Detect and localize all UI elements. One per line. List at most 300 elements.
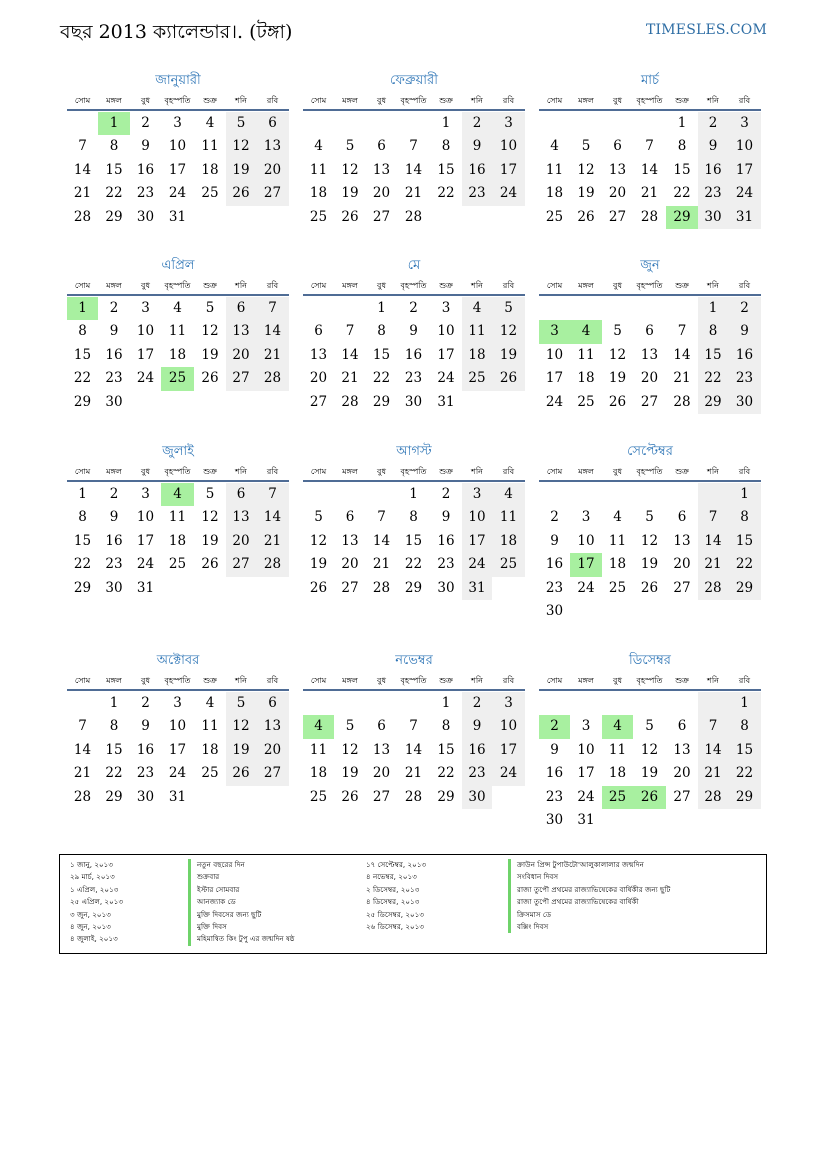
day-cell: 27 bbox=[673, 788, 691, 805]
day-cell: 7 bbox=[256, 297, 289, 320]
day-cell: 13 bbox=[309, 346, 328, 363]
day-cell: 12 bbox=[201, 509, 219, 526]
day-cell: 4 bbox=[314, 138, 323, 155]
day-cell: 8 bbox=[377, 323, 386, 340]
day-cell: 23 bbox=[105, 370, 123, 387]
weekday-header bbox=[67, 673, 289, 691]
weekday-label: শুক্র bbox=[203, 281, 217, 290]
weekday-label: বুধ bbox=[613, 467, 622, 476]
holiday-name: মহিমান্বিত কিং টুপু এর জন্মদিন ষষ্ঠ bbox=[188, 933, 358, 945]
day-cell: 1 bbox=[109, 695, 119, 711]
empty-cell bbox=[570, 692, 602, 715]
day-cell: 23 bbox=[728, 367, 761, 390]
day-cell: 29 bbox=[437, 788, 455, 805]
day-cell: 25 bbox=[602, 786, 633, 809]
weekday-label: মঙ্গল bbox=[578, 676, 594, 685]
day-grid bbox=[303, 297, 525, 414]
day-cell: 14 bbox=[73, 161, 92, 178]
day-cell: 6 bbox=[256, 112, 289, 135]
day-cell: 24 bbox=[577, 579, 595, 596]
empty-cell bbox=[194, 786, 226, 809]
day-cell: 29 bbox=[728, 577, 761, 600]
month-title: মে bbox=[407, 258, 421, 273]
day-cell: 24 bbox=[577, 788, 595, 805]
day-cell: 1 bbox=[377, 300, 386, 316]
day-cell: 29 bbox=[666, 206, 698, 229]
empty-cell bbox=[334, 297, 366, 320]
day-cell: 1 bbox=[98, 112, 130, 135]
day-cell: 16 bbox=[545, 556, 564, 573]
empty-cell bbox=[366, 483, 397, 506]
day-cell: 10 bbox=[728, 135, 761, 158]
empty-cell bbox=[256, 391, 289, 414]
holiday-name: রাজা তুপৌ প্রথমের রাজ্যাভিষেকের বার্ষিকীর জন্য ছুটি bbox=[508, 884, 762, 896]
day-cell: 2 bbox=[462, 112, 492, 135]
day-cell: 6 bbox=[256, 692, 289, 715]
day-cell: 28 bbox=[73, 788, 92, 805]
empty-cell bbox=[666, 600, 698, 623]
day-cell: 28 bbox=[341, 393, 359, 410]
day-cell: 7 bbox=[256, 483, 289, 506]
day-cell: 11 bbox=[545, 161, 564, 178]
day-cell: 10 bbox=[136, 509, 155, 526]
weekday-label: রবি bbox=[266, 96, 279, 105]
day-cell: 16 bbox=[404, 346, 423, 363]
weekday-label: সোম bbox=[310, 281, 327, 290]
day-cell: 26 bbox=[341, 208, 359, 225]
month-title: ডিসেম্বর bbox=[629, 653, 671, 668]
day-cell: 3 bbox=[539, 320, 570, 343]
day-cell: 18 bbox=[309, 765, 328, 782]
day-cell: 30 bbox=[136, 788, 155, 805]
day-cell: 10 bbox=[136, 323, 155, 340]
day-cell: 17 bbox=[492, 739, 525, 762]
day-cell: 28 bbox=[256, 367, 289, 390]
day-cell: 22 bbox=[673, 185, 691, 202]
weekday-label: বুধ bbox=[141, 467, 150, 476]
day-cell: 22 bbox=[404, 556, 423, 573]
day-cell: 2 bbox=[141, 695, 150, 711]
day-cell: 27 bbox=[256, 182, 289, 205]
weekday-label: শনি bbox=[707, 676, 719, 685]
weekday-label: বুধ bbox=[141, 676, 150, 685]
empty-cell bbox=[570, 600, 602, 623]
day-cell: 3 bbox=[581, 509, 591, 526]
day-cell: 13 bbox=[372, 741, 391, 758]
month-block bbox=[303, 443, 525, 600]
day-cell: 2 bbox=[441, 486, 451, 502]
day-cell: 13 bbox=[372, 161, 391, 178]
day-cell: 6 bbox=[314, 323, 323, 340]
day-cell: 19 bbox=[640, 556, 659, 573]
day-cell: 4 bbox=[205, 695, 215, 711]
day-cell: 22 bbox=[698, 367, 728, 390]
empty-cell bbox=[366, 692, 397, 715]
weekday-label: বুধ bbox=[613, 281, 622, 290]
day-cell: 1 bbox=[441, 115, 451, 131]
month-block bbox=[67, 257, 289, 414]
day-cell: 25 bbox=[161, 367, 194, 390]
empty-cell bbox=[602, 297, 633, 320]
day-cell: 6 bbox=[377, 718, 386, 735]
day-cell: 8 bbox=[109, 718, 119, 735]
day-cell: 15 bbox=[728, 739, 761, 762]
day-cell: 5 bbox=[205, 300, 215, 316]
day-cell: 30 bbox=[404, 393, 423, 410]
day-cell: 8 bbox=[728, 715, 761, 738]
empty-cell bbox=[633, 809, 666, 832]
day-cell: 25 bbox=[545, 208, 564, 225]
weekday-label: মঙ্গল bbox=[106, 467, 122, 476]
weekday-label: সোম bbox=[74, 467, 91, 476]
day-cell: 13 bbox=[256, 135, 289, 158]
day-cell: 23 bbox=[437, 556, 455, 573]
month-title: আগস্ট bbox=[396, 444, 432, 459]
day-cell: 1 bbox=[409, 486, 418, 502]
holiday-name: মুক্তি দিবসের জন্য ছুটি bbox=[188, 909, 358, 921]
day-cell: 1 bbox=[78, 486, 87, 502]
holiday-date: ১ জানু, ২০১৩ bbox=[70, 860, 114, 869]
day-cell: 31 bbox=[136, 579, 155, 596]
weekday-label: সোম bbox=[546, 467, 563, 476]
day-cell: 11 bbox=[608, 532, 627, 549]
weekday-label: সোম bbox=[310, 96, 327, 105]
day-cell: 16 bbox=[462, 159, 492, 182]
holiday-date: ১৭ সেপ্টেম্বর, ২০১৩ bbox=[366, 860, 427, 869]
day-cell: 23 bbox=[462, 762, 492, 785]
day-cell: 23 bbox=[136, 765, 155, 782]
day-cell: 20 bbox=[256, 159, 289, 182]
day-cell: 10 bbox=[462, 506, 492, 529]
empty-cell bbox=[698, 483, 728, 506]
day-cell: 7 bbox=[409, 138, 418, 155]
day-cell: 10 bbox=[545, 346, 564, 363]
day-cell: 10 bbox=[437, 323, 455, 340]
day-cell: 9 bbox=[550, 741, 559, 758]
day-cell: 2 bbox=[109, 300, 119, 316]
day-cell: 3 bbox=[492, 692, 525, 715]
day-cell: 6 bbox=[377, 138, 386, 155]
day-cell: 3 bbox=[141, 300, 150, 316]
weekday-label: রবি bbox=[738, 96, 751, 105]
day-cell: 3 bbox=[728, 112, 761, 135]
day-cell: 29 bbox=[372, 393, 391, 410]
holiday-date: ৩ জুন, ২০১৩ bbox=[70, 909, 111, 919]
empty-cell bbox=[303, 483, 334, 506]
empty-cell bbox=[397, 692, 430, 715]
month-block bbox=[67, 72, 289, 229]
empty-cell bbox=[666, 692, 698, 715]
day-cell: 8 bbox=[441, 138, 451, 155]
holiday-date: ৪ নভেম্বর, ২০১৩ bbox=[366, 872, 417, 882]
empty-cell bbox=[462, 206, 492, 229]
month-block bbox=[303, 257, 525, 414]
day-cell: 30 bbox=[136, 208, 155, 225]
day-cell: 11 bbox=[608, 741, 627, 758]
month-title: মার্চ bbox=[640, 73, 659, 88]
day-cell: 8 bbox=[409, 509, 418, 526]
day-cell: 19 bbox=[226, 739, 256, 762]
day-cell: 16 bbox=[136, 161, 155, 178]
day-cell: 17 bbox=[168, 741, 187, 758]
day-cell: 4 bbox=[613, 509, 622, 526]
day-cell: 28 bbox=[698, 786, 728, 809]
day-cell: 24 bbox=[492, 762, 525, 785]
weekday-label: শনি bbox=[235, 467, 247, 476]
weekday-label: বৃহস্পতি bbox=[164, 281, 191, 290]
weekday-label: শুক্র bbox=[675, 676, 689, 685]
day-cell: 6 bbox=[345, 509, 355, 526]
weekday-label: রবি bbox=[502, 467, 515, 476]
day-cell: 3 bbox=[492, 112, 525, 135]
weekday-label: রবি bbox=[266, 467, 279, 476]
weekday-label: সোম bbox=[74, 676, 91, 685]
day-cell: 11 bbox=[168, 509, 187, 526]
day-cell: 24 bbox=[437, 370, 455, 387]
day-cell: 25 bbox=[462, 367, 492, 390]
day-cell: 9 bbox=[698, 135, 728, 158]
empty-cell bbox=[194, 206, 226, 229]
day-cell: 11 bbox=[201, 138, 219, 155]
day-cell: 12 bbox=[341, 161, 359, 178]
day-cell: 9 bbox=[109, 509, 119, 526]
day-cell: 30 bbox=[698, 206, 728, 229]
day-cell: 9 bbox=[462, 715, 492, 738]
day-cell: 24 bbox=[136, 556, 155, 573]
day-cell: 15 bbox=[105, 741, 123, 758]
day-cell: 29 bbox=[728, 786, 761, 809]
empty-cell bbox=[397, 112, 430, 135]
day-cell: 17 bbox=[437, 346, 455, 363]
day-cell: 4 bbox=[602, 715, 633, 738]
weekday-header bbox=[67, 278, 289, 296]
day-grid bbox=[539, 297, 761, 414]
month-block bbox=[539, 257, 761, 414]
day-cell: 17 bbox=[136, 346, 155, 363]
weekday-label: শুক্র bbox=[439, 467, 453, 476]
day-cell: 25 bbox=[577, 393, 595, 410]
day-grid bbox=[539, 692, 761, 832]
weekday-label: বৃহস্পতি bbox=[636, 281, 663, 290]
day-cell: 15 bbox=[437, 161, 455, 178]
day-cell: 1 bbox=[728, 483, 761, 506]
day-cell: 25 bbox=[309, 788, 328, 805]
empty-cell bbox=[570, 297, 602, 320]
day-cell: 8 bbox=[698, 320, 728, 343]
day-cell: 2 bbox=[539, 715, 570, 738]
weekday-label: মঙ্গল bbox=[578, 281, 594, 290]
day-cell: 4 bbox=[550, 138, 559, 155]
weekday-label: শনি bbox=[235, 281, 247, 290]
weekday-label: শুক্র bbox=[675, 96, 689, 105]
day-cell: 26 bbox=[201, 556, 219, 573]
day-cell: 24 bbox=[168, 765, 187, 782]
day-cell: 2 bbox=[141, 115, 150, 131]
day-cell: 9 bbox=[441, 509, 451, 526]
day-cell: 10 bbox=[577, 532, 595, 549]
weekday-label: বৃহস্পতি bbox=[400, 96, 427, 105]
day-cell: 3 bbox=[173, 115, 182, 131]
day-cell: 21 bbox=[698, 553, 728, 576]
month-title: জানুয়ারী bbox=[155, 73, 201, 88]
holiday-date: ৪ জুলাই, ২০১৩ bbox=[70, 934, 118, 944]
holiday-name: শুক্রবার bbox=[188, 871, 358, 883]
day-cell: 18 bbox=[577, 370, 595, 387]
weekday-label: সোম bbox=[546, 676, 563, 685]
day-cell: 16 bbox=[105, 346, 123, 363]
empty-cell bbox=[728, 600, 761, 623]
day-cell: 10 bbox=[577, 741, 595, 758]
day-cell: 21 bbox=[73, 765, 92, 782]
day-cell: 15 bbox=[372, 346, 391, 363]
day-cell: 5 bbox=[581, 138, 591, 155]
weekday-label: বৃহস্পতি bbox=[164, 676, 191, 685]
day-cell: 5 bbox=[205, 486, 215, 502]
day-cell: 2 bbox=[698, 112, 728, 135]
day-cell: 31 bbox=[437, 393, 455, 410]
day-cell: 14 bbox=[341, 346, 359, 363]
day-cell: 31 bbox=[462, 577, 492, 600]
weekday-label: বৃহস্পতি bbox=[400, 281, 427, 290]
day-cell: 13 bbox=[673, 532, 691, 549]
day-cell: 22 bbox=[728, 553, 761, 576]
day-cell: 17 bbox=[492, 159, 525, 182]
day-cell: 30 bbox=[545, 811, 564, 828]
day-cell: 26 bbox=[226, 182, 256, 205]
day-cell: 5 bbox=[345, 718, 355, 735]
empty-cell bbox=[666, 809, 698, 832]
day-cell: 26 bbox=[633, 786, 666, 809]
day-cell: 21 bbox=[256, 344, 289, 367]
weekday-label: শনি bbox=[235, 676, 247, 685]
holiday-name: নতুন বছরের দিন bbox=[188, 859, 358, 871]
weekday-header bbox=[539, 93, 761, 111]
day-cell: 28 bbox=[404, 208, 423, 225]
day-cell: 1 bbox=[728, 692, 761, 715]
holiday-date: ২৫ এপ্রিল, ২০১৩ bbox=[70, 897, 124, 907]
day-cell: 17 bbox=[545, 370, 564, 387]
weekday-label: শনি bbox=[471, 96, 483, 105]
day-cell: 19 bbox=[341, 185, 359, 202]
holiday-name: বক্সিং দিবস bbox=[508, 921, 762, 933]
day-cell: 25 bbox=[608, 579, 627, 596]
holiday-date: ৪ জুন, ২০১৩ bbox=[70, 921, 111, 931]
month-title: অক্টোবর bbox=[156, 653, 200, 668]
empty-cell bbox=[602, 692, 633, 715]
day-grid bbox=[303, 112, 525, 229]
empty-cell bbox=[698, 600, 728, 623]
day-cell: 4 bbox=[462, 297, 492, 320]
day-cell: 5 bbox=[613, 323, 622, 340]
day-cell: 18 bbox=[545, 185, 564, 202]
holiday-date: ২৯ মার্চ, ২০১৩ bbox=[70, 872, 115, 882]
empty-cell bbox=[366, 112, 397, 135]
month-title: জুলাই bbox=[162, 444, 194, 459]
day-cell: 9 bbox=[109, 323, 119, 340]
day-cell: 22 bbox=[105, 765, 123, 782]
empty-cell bbox=[67, 692, 98, 715]
day-cell: 13 bbox=[341, 532, 359, 549]
empty-cell bbox=[539, 483, 570, 506]
weekday-label: বুধ bbox=[377, 96, 386, 105]
day-cell: 15 bbox=[673, 161, 691, 178]
day-cell: 30 bbox=[105, 393, 123, 410]
day-cell: 15 bbox=[698, 344, 728, 367]
weekday-label: শনি bbox=[235, 96, 247, 105]
day-cell: 14 bbox=[698, 530, 728, 553]
day-cell: 4 bbox=[161, 483, 194, 506]
day-cell: 27 bbox=[341, 579, 359, 596]
day-cell: 19 bbox=[309, 556, 328, 573]
weekday-label: মঙ্গল bbox=[342, 281, 358, 290]
weekday-label: বুধ bbox=[141, 281, 150, 290]
page-title: বছর 2013 ক্যালেন্ডার।. (টঙ্গা) bbox=[60, 21, 293, 43]
empty-cell bbox=[130, 391, 161, 414]
weekday-label: শনি bbox=[707, 281, 719, 290]
weekday-label: বৃহস্পতি bbox=[636, 467, 663, 476]
empty-cell bbox=[334, 483, 366, 506]
holiday-name: মুক্তি দিবস bbox=[188, 921, 358, 933]
day-cell: 27 bbox=[673, 579, 691, 596]
empty-cell bbox=[602, 809, 633, 832]
day-cell: 7 bbox=[698, 715, 728, 738]
day-cell: 8 bbox=[441, 718, 451, 735]
day-cell: 11 bbox=[462, 320, 492, 343]
day-cell: 7 bbox=[409, 718, 418, 735]
day-cell: 6 bbox=[226, 483, 256, 506]
empty-cell bbox=[633, 112, 666, 135]
empty-cell bbox=[194, 577, 226, 600]
day-cell: 17 bbox=[136, 532, 155, 549]
weekday-label: মঙ্গল bbox=[342, 467, 358, 476]
day-cell: 20 bbox=[256, 739, 289, 762]
day-cell: 20 bbox=[309, 370, 328, 387]
empty-cell bbox=[633, 483, 666, 506]
empty-cell bbox=[226, 391, 256, 414]
day-cell: 3 bbox=[173, 695, 182, 711]
weekday-label: মঙ্গল bbox=[106, 281, 122, 290]
day-cell: 23 bbox=[404, 370, 423, 387]
site-brand-link[interactable]: TIMESLES.COM bbox=[646, 22, 767, 38]
holiday-dates-right bbox=[366, 859, 506, 933]
weekday-label: বৃহস্পতি bbox=[400, 676, 427, 685]
day-cell: 22 bbox=[105, 185, 123, 202]
day-cell: 18 bbox=[309, 185, 328, 202]
empty-cell bbox=[728, 809, 761, 832]
day-cell: 6 bbox=[677, 718, 687, 735]
weekday-label: বুধ bbox=[377, 467, 386, 476]
weekday-header bbox=[539, 464, 761, 482]
weekday-label: শনি bbox=[471, 676, 483, 685]
day-cell: 25 bbox=[492, 553, 525, 576]
day-cell: 22 bbox=[728, 762, 761, 785]
day-cell: 12 bbox=[577, 161, 595, 178]
weekday-label: সোম bbox=[310, 467, 327, 476]
weekday-label: শুক্র bbox=[439, 676, 453, 685]
empty-cell bbox=[633, 297, 666, 320]
weekday-header bbox=[67, 93, 289, 111]
day-cell: 16 bbox=[728, 344, 761, 367]
day-cell: 17 bbox=[577, 765, 595, 782]
day-cell: 23 bbox=[462, 182, 492, 205]
day-cell: 13 bbox=[226, 320, 256, 343]
day-cell: 29 bbox=[105, 208, 123, 225]
empty-cell bbox=[633, 692, 666, 715]
weekday-label: বৃহস্পতি bbox=[636, 676, 663, 685]
day-cell: 15 bbox=[437, 741, 455, 758]
weekday-label: শনি bbox=[707, 96, 719, 105]
weekday-label: রবি bbox=[502, 676, 515, 685]
